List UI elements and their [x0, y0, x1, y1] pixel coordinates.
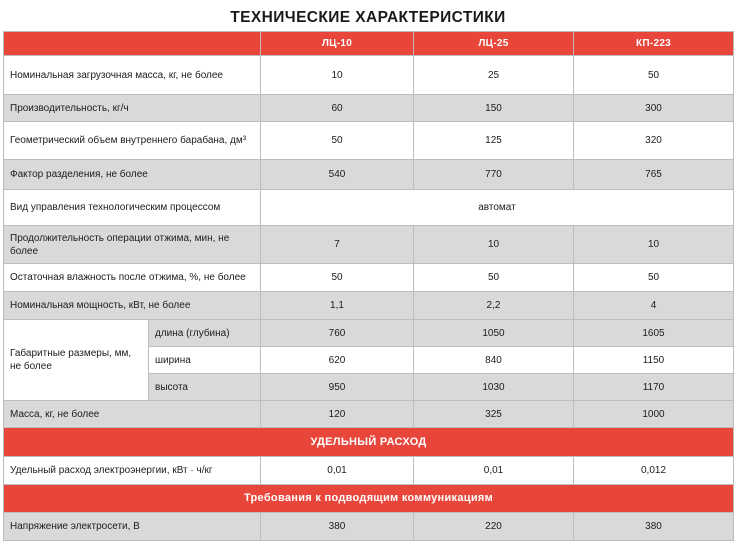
cell-value: 380: [574, 513, 734, 541]
header-row: [4, 32, 734, 56]
row-label: Производительность, кг/ч: [4, 95, 261, 122]
cell-value: 1030: [414, 374, 574, 401]
sub-row-label: ширина: [149, 347, 261, 374]
cell-value: 50: [414, 264, 574, 292]
cell-value: 7: [261, 226, 414, 264]
cell-value: 840: [414, 347, 574, 374]
section-header-consumption: [4, 428, 734, 457]
cell-value: 50: [261, 264, 414, 292]
table-row: [4, 401, 734, 428]
cell-value: 1150: [574, 347, 734, 374]
table-row: [4, 160, 734, 190]
cell-value: 125: [414, 122, 574, 160]
row-label: Удельный расход электроэнергии, кВт · ч/кг: [4, 457, 261, 485]
row-label: Номинальная загрузочная масса, кг, не более: [4, 56, 261, 95]
table-title: ТЕХНИЧЕСКИЕ ХАРАКТЕРИСТИКИ: [230, 9, 506, 26]
cell-value: 2,2: [414, 292, 574, 320]
table-row: [4, 226, 734, 264]
cell-value: 0,01: [261, 457, 414, 485]
cell-value: 0,012: [574, 457, 734, 485]
cell-value: 1050: [414, 320, 574, 347]
row-label: Номинальная мощность, кВт, не более: [4, 292, 261, 320]
cell-value: 325: [414, 401, 574, 428]
row-label: Геометрический объем внутреннего барабана, дм³: [4, 122, 261, 160]
table-row: [4, 320, 734, 347]
table-row: [4, 292, 734, 320]
cell-value: 10: [261, 56, 414, 95]
cell-value: 950: [261, 374, 414, 401]
cell-value: 50: [574, 56, 734, 95]
section-title: УДЕЛЬНЫЙ РАСХОД: [4, 428, 734, 457]
section-title: Требования к подводящим коммуникациям: [4, 485, 734, 513]
table-row: [4, 95, 734, 122]
table-row: [4, 264, 734, 292]
sub-row-label: высота: [149, 374, 261, 401]
section-header-utilities: [4, 485, 734, 513]
row-label: Продолжительность операции отжима, мин, не более: [4, 226, 261, 264]
header-corner: [4, 32, 261, 56]
table-row: [4, 190, 734, 226]
cell-value: 0,01: [414, 457, 574, 485]
cell-value: 765: [574, 160, 734, 190]
cell-value: 1605: [574, 320, 734, 347]
cell-value: 620: [261, 347, 414, 374]
cell-value: 760: [261, 320, 414, 347]
cell-value: 540: [261, 160, 414, 190]
sub-row-label: длина (глубина): [149, 320, 261, 347]
table-row: [4, 513, 734, 541]
row-label: Масса, кг, не более: [4, 401, 261, 428]
row-label: Вид управления технологическим процессом: [4, 190, 261, 226]
cell-value: 60: [261, 95, 414, 122]
table-row: [4, 122, 734, 160]
cell-value: 1000: [574, 401, 734, 428]
row-label: Фактор разделения, не более: [4, 160, 261, 190]
column-header-kp223: КП-223: [574, 32, 734, 56]
cell-value: 120: [261, 401, 414, 428]
cell-value: 220: [414, 513, 574, 541]
cell-value: 770: [414, 160, 574, 190]
cell-value: 50: [574, 264, 734, 292]
column-header-lc10: ЛЦ-10: [261, 32, 414, 56]
cell-value: 4: [574, 292, 734, 320]
dimensions-label: Габаритные размеры, мм, не более: [4, 320, 149, 401]
table-row: [4, 56, 734, 95]
table-row: [4, 457, 734, 485]
row-label: Напряжение электросети, В: [4, 513, 261, 541]
cell-value: 150: [414, 95, 574, 122]
specs-table: [3, 31, 734, 541]
cell-value: 10: [414, 226, 574, 264]
cell-value: 1170: [574, 374, 734, 401]
column-header-lc25: ЛЦ-25: [414, 32, 574, 56]
cell-value: 25: [414, 56, 574, 95]
row-label: Остаточная влажность после отжима, %, не более: [4, 264, 261, 292]
cell-value: 320: [574, 122, 734, 160]
cell-value: 1,1: [261, 292, 414, 320]
cell-value: 10: [574, 226, 734, 264]
cell-value: 380: [261, 513, 414, 541]
cell-value: 50: [261, 122, 414, 160]
cell-value: 300: [574, 95, 734, 122]
merged-cell-value: автомат: [261, 190, 734, 226]
